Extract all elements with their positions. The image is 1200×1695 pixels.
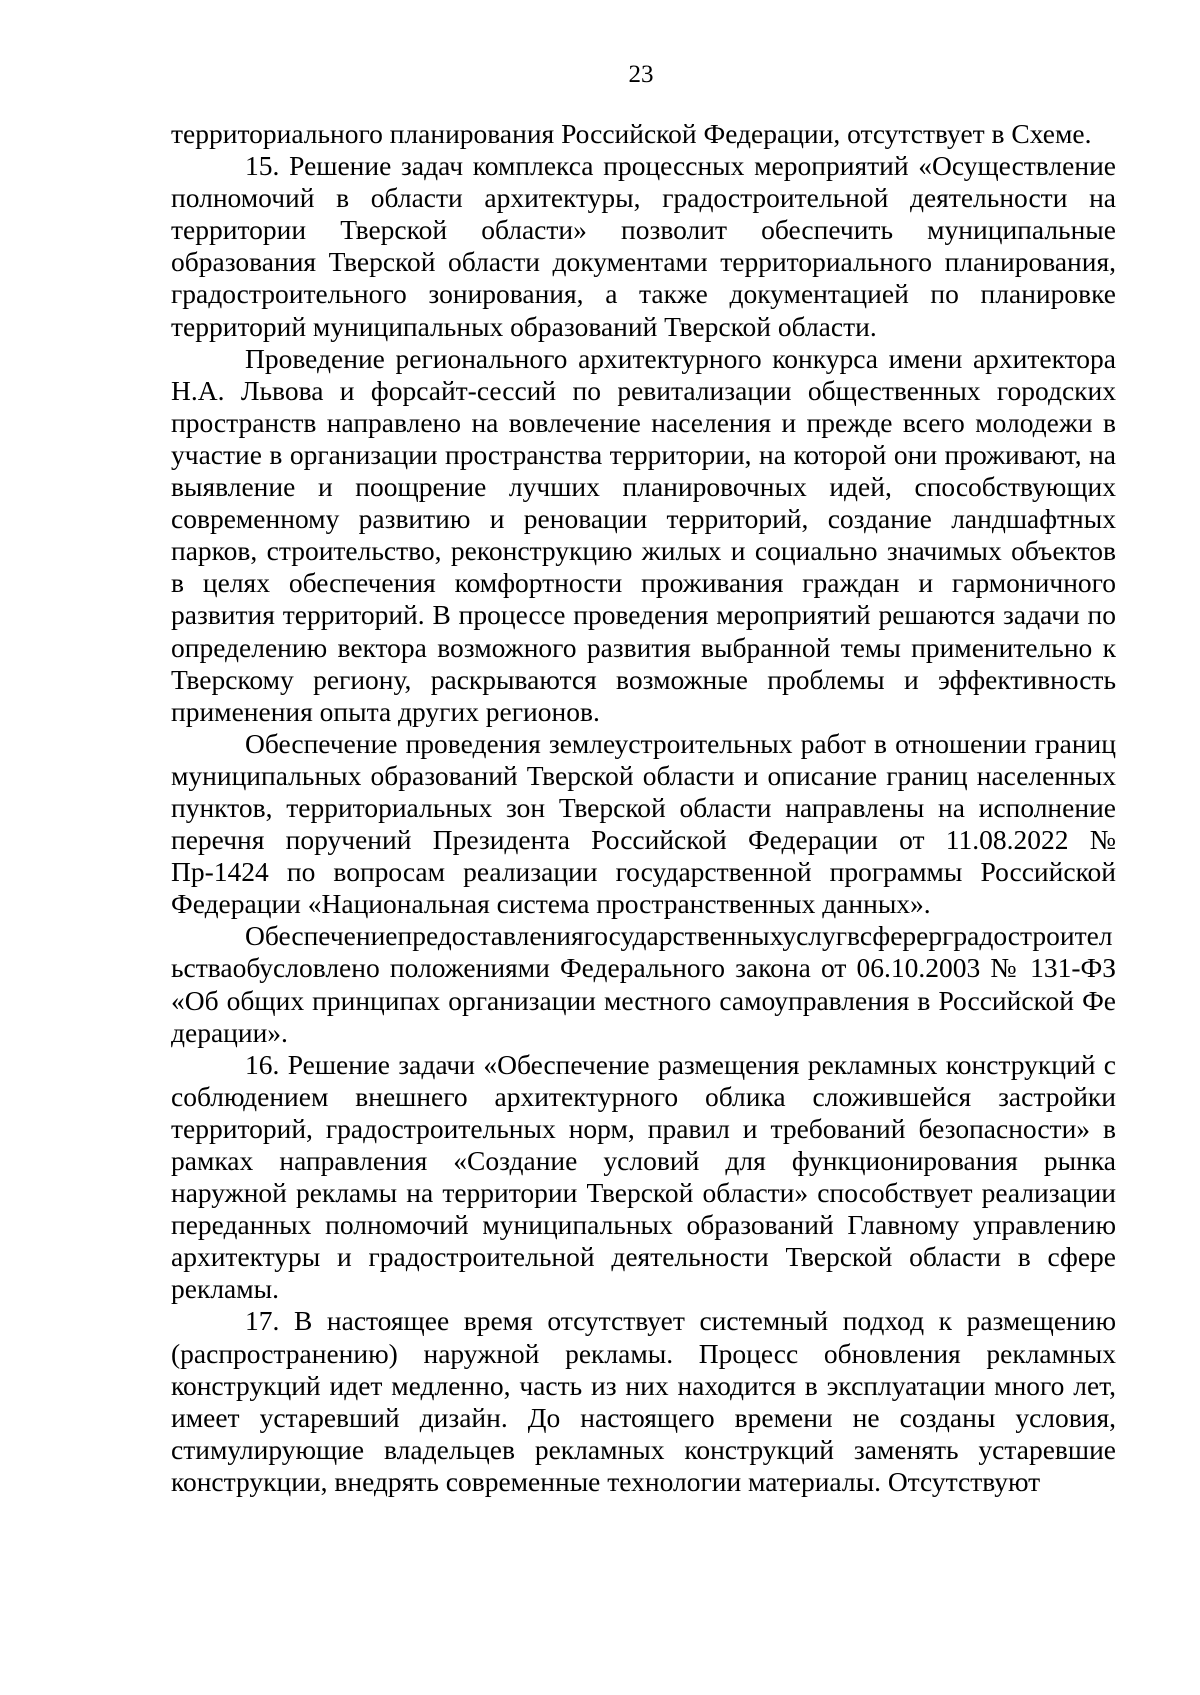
paragraph-land-works: Обеспечение проведения землеустроительных работ в отношении границ муниципальных образований Тверской области и описание границ населенных пунктов, территориальных зон Тверской области направлены на исполнение перечня поручений Президента Российской Федерации от 11.08.2022 № Пр-1424 по вопросам реализации государственной программы Российской Федерации «Национальная система пространственных данных».	[171, 727, 1116, 920]
paragraph-state-services: Обеспечениепредоставлениягосударственныхуслугвсферерградостроительстваобусловлено положениями Федерального закона от 06.10.2003 № 131-ФЗ «Об общих принципах организации местного самоуправления в Российской Федерации».	[171, 920, 1116, 1048]
paragraph-item-15: 15. Решение задач комплекса процессных мероприятий «Осуществление полномочий в области архитектуры, градостроительной деятельности на территории Тверской области» позволит обеспечить муниципальные образования Тверской области документами территориального планирования, градостроительного зонирования, а также документацией по планировке территорий муниципальных образований Тверской области.	[171, 150, 1116, 342]
paragraph-architecture-contest: Проведение регионального архитектурного конкурса имени архитектора Н.А. Львова и форсайт-сессий по ревитализации общественных городских пространств направлено на вовлечение населения и прежде всего молодежи в участие в организации пространства территории, на которой они проживают, на выявление и поощрение лучших планировочных идей, способствующих современному развитию и реновации территорий, создание ландшафтных парков, строительство, реконструкцию жилых и социально значимых объектов в целях обеспечения комфортности проживания граждан и гармоничного развития территорий. В процессе проведения мероприятий решаются задачи по определению вектора возможного развития выбранной темы применительно к Тверскому региону, раскрываются возможные проблемы и эффективность применения опыта других регионов.	[171, 342, 1116, 727]
paragraph-continuation: территориального планирования Российской Федерации, отсутствует в Схеме.	[171, 118, 1092, 149]
page-number: 23	[628, 61, 654, 88]
document-body	[171, 118, 1116, 1498]
paragraph-item-17: 17. В настоящее время отсутствует системный подход к размещению (распространению) наружной рекламы. Процесс обновления рекламных конструкций идет медленно, часть из них находится в эксплуатации много лет, имеет устаревший дизайн. До настоящего времени не созданы условия, стимулирующие владельцев рекламных конструкций заменять устаревшие конструкции, внедрять современные технологии материалы. Отсутствуют	[171, 1305, 1116, 1497]
paragraph-item-16: 16. Решение задачи «Обеспечение размещения рекламных конструкций с соблюдением внешнего архитектурного облика сложившейся застройки территорий, градостроительных норм, правил и требований безопасности» в рамках направления «Создание условий для функционирования рынка наружной рекламы на территории Тверской области» способствует реализации переданных полномочий муниципальных образований Главному управлению архитектуры и градостроительной деятельности Тверской области в сфере рекламы.	[171, 1048, 1116, 1305]
